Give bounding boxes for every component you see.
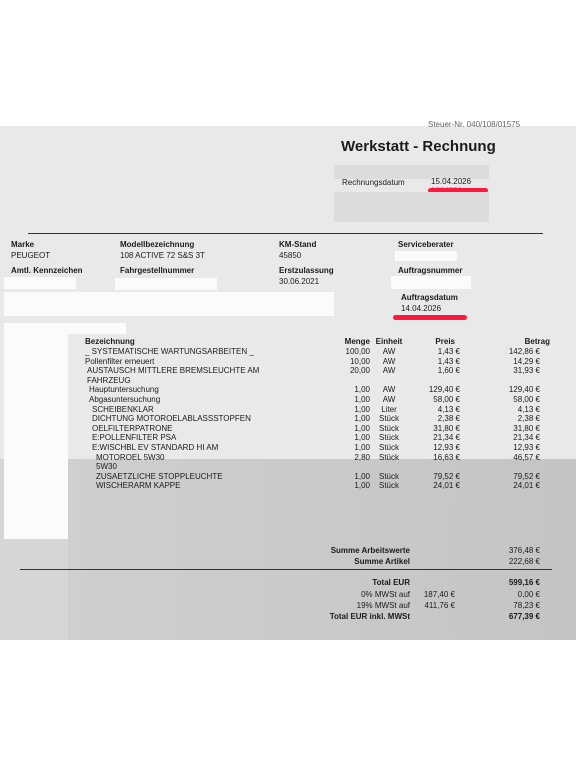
- item-amount: 129,40 €: [508, 385, 540, 394]
- highlight-mark: [393, 315, 467, 320]
- redaction-box: [4, 334, 68, 539]
- col-preis: Preis: [435, 337, 455, 346]
- item-amount: 31,93 €: [513, 366, 540, 375]
- item-price: 79,52 €: [433, 472, 460, 481]
- total-label: Total EUR: [372, 578, 410, 587]
- item-quantity: 20,00: [349, 366, 370, 375]
- item-unit: AW: [382, 385, 396, 394]
- item-description: MOTOROEL 5W30: [96, 453, 165, 462]
- item-unit: AW: [382, 357, 396, 366]
- item-amount: 21,34 €: [513, 433, 540, 442]
- mwst0-label: 0% MWSt auf: [361, 590, 410, 599]
- item-price: 1,60 €: [437, 366, 460, 375]
- item-price: 58,00 €: [433, 395, 460, 404]
- redaction-box: [395, 251, 457, 261]
- item-amount: 46,57 €: [513, 453, 540, 462]
- inkl-label: Total EUR inkl. MWSt: [329, 612, 410, 621]
- serviceberater-label: Serviceberater: [398, 240, 454, 249]
- divider: [20, 569, 552, 570]
- item-description: _ SYSTEMATISCHE WARTUNGSARBEITEN _: [85, 347, 254, 356]
- kennzeichen-label: Amtl. Kennzeichen: [11, 266, 83, 275]
- item-price: 1,43 €: [437, 347, 460, 356]
- col-bezeichnung: Bezeichnung: [85, 337, 135, 346]
- item-price: 1,43 €: [437, 357, 460, 366]
- item-amount: 31,80 €: [513, 424, 540, 433]
- erstzulassung-value: 30.06.2021: [279, 277, 320, 286]
- erstzulassung-label: Erstzulassung: [279, 266, 334, 275]
- item-description: AUSTAUSCH MITTLERE BREMSLEUCHTE AM: [87, 366, 260, 375]
- redaction-box: [4, 292, 334, 316]
- rechnungsdatum-value: 15.04.2026: [431, 177, 472, 186]
- redaction-box: [334, 192, 489, 222]
- item-price: 2,38 €: [437, 414, 460, 423]
- arbeitswerte-label: Summe Arbeitswerte: [330, 546, 410, 555]
- col-betrag: Betrag: [524, 337, 550, 346]
- rechnungsdatum-label: Rechnungsdatum: [342, 178, 405, 187]
- item-quantity: 100,00: [345, 347, 370, 356]
- marke-value: PEUGEOT: [11, 251, 51, 260]
- item-unit: Stück: [378, 481, 399, 490]
- inkl-value: 677,39 €: [508, 612, 540, 621]
- item-quantity: 1,00: [354, 385, 370, 394]
- artikel-value: 222,68 €: [508, 557, 540, 566]
- item-price: 21,34 €: [433, 433, 460, 442]
- auftragsdatum-value: 14.04.2026: [401, 304, 442, 313]
- mwst0-value: 0,00 €: [517, 590, 540, 599]
- mwst0-base: 187,40 €: [423, 590, 455, 599]
- item-description: ZUSAETZLICHE STOPPLEUCHTE: [96, 472, 223, 481]
- item-description: SCHEIBENKLAR: [92, 405, 154, 414]
- redaction-box: [4, 277, 76, 289]
- item-unit: Stück: [378, 433, 399, 442]
- cut-off-text: Steuer-Nr. 040/108/01575: [428, 120, 521, 129]
- km-value: 45850: [279, 251, 302, 260]
- auftragsdatum-label: Auftragsdatum: [401, 293, 458, 302]
- item-price: 24,01 €: [433, 481, 460, 490]
- item-price: 12,93 €: [433, 443, 460, 452]
- item-unit: AW: [382, 347, 396, 356]
- artikel-label: Summe Artikel: [354, 557, 410, 566]
- item-amount: 24,01 €: [513, 481, 540, 490]
- item-description: 5W30: [96, 462, 117, 471]
- item-amount: 58,00 €: [513, 395, 540, 404]
- redaction-box: [4, 323, 126, 334]
- redaction-box: [391, 276, 471, 289]
- item-price: 4,13 €: [437, 405, 460, 414]
- item-unit: AW: [382, 395, 396, 404]
- item-amount: 2,38 €: [517, 414, 540, 423]
- total-value: 599,16 €: [508, 578, 540, 587]
- modell-label: Modellbezeichnung: [120, 240, 195, 249]
- item-description: OELFILTERPATRONE: [92, 424, 173, 433]
- item-amount: 4,13 €: [517, 405, 540, 414]
- fahrgestell-label: Fahrgestellnummer: [120, 266, 195, 275]
- item-description: WISCHERARM KAPPE: [96, 481, 181, 490]
- invoice-title: Werkstatt - Rechnung: [341, 138, 496, 155]
- item-quantity: 1,00: [354, 405, 370, 414]
- item-price: 31,80 €: [433, 424, 460, 433]
- item-quantity: 1,00: [354, 472, 370, 481]
- item-price: 129,40 €: [428, 385, 460, 394]
- item-quantity: 1,00: [354, 395, 370, 404]
- item-amount: 12,93 €: [513, 443, 540, 452]
- item-description: E:POLLENFILTER PSA: [92, 433, 177, 442]
- item-amount: 142,86 €: [508, 347, 540, 356]
- item-unit: Stück: [378, 443, 399, 452]
- item-unit: Stück: [378, 424, 399, 433]
- mwst19-base: 411,76 €: [424, 601, 455, 610]
- marke-label: Marke: [11, 240, 35, 249]
- redaction-box: [115, 278, 217, 290]
- item-description: E:WISCHBL EV STANDARD HI AM: [92, 443, 219, 452]
- mwst19-label: 19% MWSt auf: [356, 601, 410, 610]
- item-quantity: 1,00: [354, 443, 370, 452]
- item-unit: Liter: [381, 405, 397, 414]
- item-amount: 14,29 €: [513, 357, 540, 366]
- item-description: FAHRZEUG: [87, 376, 131, 385]
- item-unit: Stück: [378, 414, 399, 423]
- item-unit: Stück: [378, 472, 399, 481]
- item-price: 16,63 €: [433, 453, 460, 462]
- col-einheit: Einheit: [375, 337, 403, 346]
- divider: [28, 233, 543, 234]
- item-unit: Stück: [378, 453, 399, 462]
- mwst19-value: 78,23 €: [513, 601, 540, 610]
- col-menge: Menge: [344, 337, 370, 346]
- item-description: Abgasuntersuchung: [89, 395, 161, 404]
- item-quantity: 10,00: [349, 357, 370, 366]
- modell-value: 108 ACTIVE 72 S&S 3T: [120, 251, 205, 260]
- item-description: Pollenfilter erneuert: [85, 357, 155, 366]
- item-description: Hauptuntersuchung: [89, 385, 159, 394]
- item-quantity: 1,00: [354, 424, 370, 433]
- item-amount: 79,52 €: [513, 472, 540, 481]
- item-unit: AW: [382, 366, 396, 375]
- item-description: DICHTUNG MOTOROELABLASSSTOPFEN: [92, 414, 251, 423]
- item-quantity: 1,00: [354, 433, 370, 442]
- item-quantity: 1,00: [354, 481, 370, 490]
- km-label: KM-Stand: [279, 240, 317, 249]
- auftragsnummer-label: Auftragsnummer: [398, 266, 463, 275]
- item-quantity: 2,80: [354, 453, 370, 462]
- item-quantity: 1,00: [354, 414, 370, 423]
- arbeitswerte-value: 376,48 €: [508, 546, 540, 555]
